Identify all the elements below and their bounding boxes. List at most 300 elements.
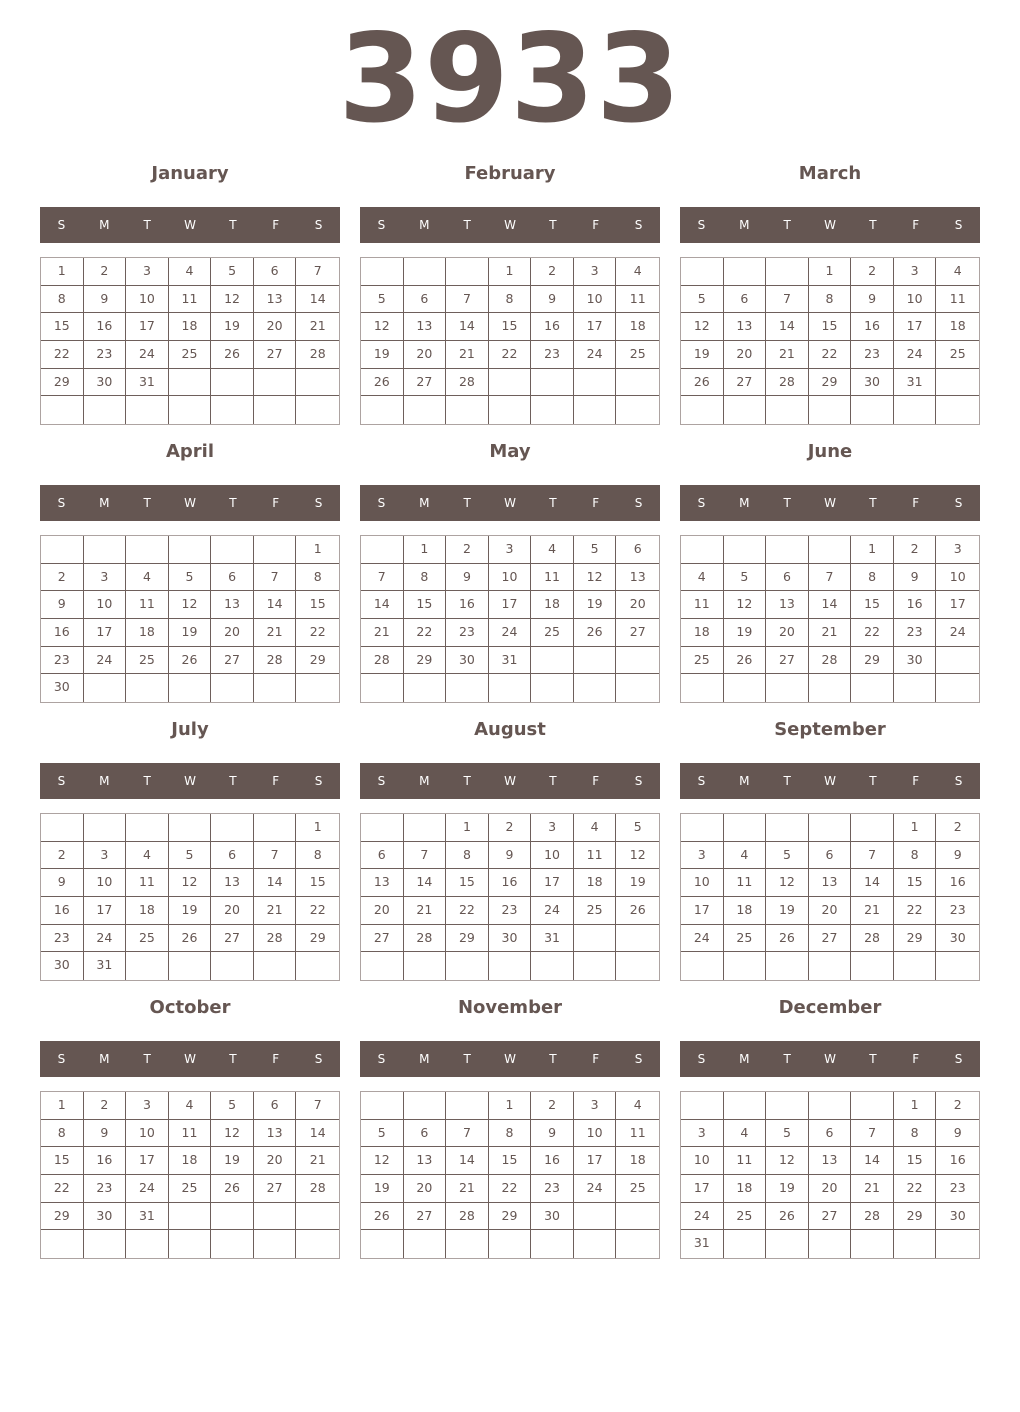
day-cell: 10 xyxy=(531,842,574,870)
day-cell: 15 xyxy=(809,313,852,341)
empty-cell xyxy=(531,674,574,702)
day-cell: 30 xyxy=(84,369,127,397)
day-cell: 10 xyxy=(84,869,127,897)
day-cell: 9 xyxy=(84,1120,127,1148)
day-cell: 4 xyxy=(724,1120,767,1148)
day-cell: 24 xyxy=(126,341,169,369)
empty-cell xyxy=(211,952,254,980)
day-cell: 22 xyxy=(894,897,937,925)
month-title: March xyxy=(798,163,862,184)
empty-cell xyxy=(851,674,894,702)
empty-cell xyxy=(404,814,447,842)
day-cell: 21 xyxy=(404,897,447,925)
day-cell: 16 xyxy=(84,1147,127,1175)
day-cell: 31 xyxy=(489,647,532,675)
day-cell: 4 xyxy=(531,536,574,564)
empty-cell xyxy=(936,674,979,702)
day-cell: 8 xyxy=(851,564,894,592)
empty-cell xyxy=(574,925,617,953)
empty-cell xyxy=(531,396,574,424)
empty-cell xyxy=(809,952,852,980)
empty-cell xyxy=(404,952,447,980)
day-cell: 19 xyxy=(361,1175,404,1203)
day-cell: 1 xyxy=(894,1092,937,1120)
weekday-label: F xyxy=(272,774,280,788)
weekday-label: T xyxy=(783,496,791,510)
weekday-label: T xyxy=(549,218,557,232)
day-cell: 12 xyxy=(361,313,404,341)
day-cell: 7 xyxy=(446,1120,489,1148)
day-cell: 24 xyxy=(574,341,617,369)
day-cell: 10 xyxy=(84,591,127,619)
day-cell: 21 xyxy=(254,897,297,925)
weekday-label: S xyxy=(697,496,706,510)
empty-cell xyxy=(681,396,724,424)
weekday-label: T xyxy=(463,774,471,788)
empty-cell xyxy=(936,1230,979,1258)
day-cell: 21 xyxy=(851,1175,894,1203)
day-cell: 17 xyxy=(681,897,724,925)
weekday-label: F xyxy=(592,1052,600,1066)
day-cell: 6 xyxy=(254,1092,297,1120)
weekday-label: S xyxy=(57,218,66,232)
day-cell: 9 xyxy=(84,286,127,314)
weekday-label: S xyxy=(377,218,386,232)
empty-cell xyxy=(574,647,617,675)
day-cell: 2 xyxy=(446,536,489,564)
day-cell: 4 xyxy=(169,1092,212,1120)
day-cell: 22 xyxy=(489,1175,532,1203)
empty-cell xyxy=(616,1230,659,1258)
weekday-label: T xyxy=(783,774,791,788)
weekday-header-bar xyxy=(40,485,340,521)
day-cell: 9 xyxy=(41,869,84,897)
day-cell: 11 xyxy=(126,591,169,619)
day-cell: 27 xyxy=(211,647,254,675)
empty-cell xyxy=(724,1092,767,1120)
day-cell: 7 xyxy=(404,842,447,870)
day-cell: 18 xyxy=(169,313,212,341)
day-cell: 4 xyxy=(169,258,212,286)
day-cell: 21 xyxy=(361,619,404,647)
day-cell: 13 xyxy=(809,869,852,897)
day-cell: 11 xyxy=(126,869,169,897)
day-cell: 13 xyxy=(254,1120,297,1148)
day-grid xyxy=(40,535,340,703)
empty-cell xyxy=(296,1230,339,1258)
day-cell: 28 xyxy=(809,647,852,675)
day-cell: 15 xyxy=(489,1147,532,1175)
empty-cell xyxy=(724,674,767,702)
empty-cell xyxy=(681,952,724,980)
weekday-label: S xyxy=(377,496,386,510)
day-cell: 21 xyxy=(809,619,852,647)
day-cell: 11 xyxy=(681,591,724,619)
month-title: October xyxy=(149,997,231,1018)
day-cell: 12 xyxy=(616,842,659,870)
month-title: August xyxy=(474,719,546,740)
day-cell: 7 xyxy=(446,286,489,314)
day-cell: 16 xyxy=(446,591,489,619)
empty-cell xyxy=(766,258,809,286)
day-cell: 3 xyxy=(936,536,979,564)
empty-cell xyxy=(211,814,254,842)
day-cell: 17 xyxy=(84,619,127,647)
day-cell: 17 xyxy=(894,313,937,341)
day-cell: 19 xyxy=(169,619,212,647)
day-cell: 5 xyxy=(681,286,724,314)
weekday-label: F xyxy=(912,496,920,510)
day-cell: 12 xyxy=(766,869,809,897)
day-cell: 24 xyxy=(681,925,724,953)
empty-cell xyxy=(169,952,212,980)
empty-cell xyxy=(254,536,297,564)
weekday-label: S xyxy=(634,1052,643,1066)
day-cell: 5 xyxy=(724,564,767,592)
day-cell: 24 xyxy=(84,925,127,953)
day-cell: 20 xyxy=(254,1147,297,1175)
weekday-label: T xyxy=(229,1052,237,1066)
day-cell: 21 xyxy=(296,1147,339,1175)
day-cell: 1 xyxy=(446,814,489,842)
day-cell: 26 xyxy=(169,925,212,953)
day-cell: 6 xyxy=(361,842,404,870)
day-cell: 23 xyxy=(41,925,84,953)
day-cell: 24 xyxy=(894,341,937,369)
day-cell: 30 xyxy=(84,1203,127,1231)
empty-cell xyxy=(681,1092,724,1120)
day-cell: 27 xyxy=(766,647,809,675)
empty-cell xyxy=(211,1203,254,1231)
empty-cell xyxy=(809,1092,852,1120)
empty-cell xyxy=(574,1230,617,1258)
day-cell: 6 xyxy=(404,1120,447,1148)
weekday-label: T xyxy=(783,1052,791,1066)
day-cell: 29 xyxy=(851,647,894,675)
weekday-label: T xyxy=(463,496,471,510)
day-cell: 28 xyxy=(296,1175,339,1203)
weekday-label: W xyxy=(824,774,836,788)
day-cell: 13 xyxy=(254,286,297,314)
day-cell: 25 xyxy=(574,897,617,925)
day-cell: 26 xyxy=(724,647,767,675)
empty-cell xyxy=(446,1092,489,1120)
day-cell: 21 xyxy=(296,313,339,341)
weekday-label: W xyxy=(824,218,836,232)
day-cell: 4 xyxy=(616,1092,659,1120)
day-cell: 2 xyxy=(894,536,937,564)
day-cell: 28 xyxy=(361,647,404,675)
empty-cell xyxy=(766,674,809,702)
day-cell: 2 xyxy=(531,258,574,286)
empty-cell xyxy=(489,952,532,980)
empty-cell xyxy=(616,396,659,424)
day-cell: 1 xyxy=(851,536,894,564)
day-grid xyxy=(40,1091,340,1259)
empty-cell xyxy=(851,814,894,842)
empty-cell xyxy=(681,674,724,702)
empty-cell xyxy=(809,814,852,842)
day-cell: 9 xyxy=(936,1120,979,1148)
day-cell: 31 xyxy=(126,369,169,397)
day-cell: 17 xyxy=(574,1147,617,1175)
day-cell: 22 xyxy=(41,341,84,369)
day-cell: 16 xyxy=(41,619,84,647)
month-title: January xyxy=(151,163,229,184)
day-cell: 18 xyxy=(724,897,767,925)
weekday-label: F xyxy=(912,774,920,788)
weekday-label: T xyxy=(463,218,471,232)
empty-cell xyxy=(851,952,894,980)
day-cell: 28 xyxy=(296,341,339,369)
day-cell: 4 xyxy=(574,814,617,842)
day-cell: 11 xyxy=(724,869,767,897)
day-cell: 8 xyxy=(404,564,447,592)
day-cell: 14 xyxy=(446,313,489,341)
empty-cell xyxy=(766,1092,809,1120)
day-cell: 30 xyxy=(936,925,979,953)
day-cell: 10 xyxy=(574,286,617,314)
day-cell: 11 xyxy=(616,286,659,314)
weekday-label: F xyxy=(272,1052,280,1066)
empty-cell xyxy=(681,814,724,842)
day-cell: 13 xyxy=(616,564,659,592)
day-cell: 12 xyxy=(724,591,767,619)
day-cell: 5 xyxy=(766,1120,809,1148)
day-cell: 13 xyxy=(211,869,254,897)
weekday-label: W xyxy=(504,1052,516,1066)
empty-cell xyxy=(766,814,809,842)
empty-cell xyxy=(574,674,617,702)
day-cell: 11 xyxy=(169,286,212,314)
empty-cell xyxy=(574,396,617,424)
empty-cell xyxy=(84,396,127,424)
day-cell: 27 xyxy=(809,925,852,953)
month-title: June xyxy=(807,441,853,462)
day-cell: 1 xyxy=(809,258,852,286)
weekday-header-bar xyxy=(360,1041,660,1077)
day-cell: 23 xyxy=(489,897,532,925)
day-cell: 22 xyxy=(489,341,532,369)
empty-cell xyxy=(296,674,339,702)
day-cell: 23 xyxy=(84,1175,127,1203)
empty-cell xyxy=(169,396,212,424)
empty-cell xyxy=(446,1230,489,1258)
empty-cell xyxy=(489,369,532,397)
weekday-label: F xyxy=(592,496,600,510)
empty-cell xyxy=(84,1230,127,1258)
day-cell: 19 xyxy=(211,1147,254,1175)
day-cell: 21 xyxy=(446,1175,489,1203)
day-cell: 27 xyxy=(404,1203,447,1231)
weekday-header-bar xyxy=(40,763,340,799)
day-cell: 7 xyxy=(809,564,852,592)
empty-cell xyxy=(254,814,297,842)
day-cell: 30 xyxy=(446,647,489,675)
day-cell: 22 xyxy=(296,619,339,647)
day-cell: 25 xyxy=(616,341,659,369)
day-cell: 11 xyxy=(724,1147,767,1175)
day-cell: 22 xyxy=(404,619,447,647)
weekday-label: S xyxy=(634,774,643,788)
empty-cell xyxy=(254,952,297,980)
month-title: July xyxy=(171,719,209,740)
day-cell: 10 xyxy=(574,1120,617,1148)
day-cell: 7 xyxy=(851,842,894,870)
day-cell: 28 xyxy=(851,925,894,953)
day-cell: 31 xyxy=(84,952,127,980)
day-cell: 6 xyxy=(211,564,254,592)
day-cell: 17 xyxy=(531,869,574,897)
day-cell: 7 xyxy=(296,258,339,286)
day-cell: 25 xyxy=(724,1203,767,1231)
day-cell: 18 xyxy=(681,619,724,647)
empty-cell xyxy=(169,1203,212,1231)
day-cell: 25 xyxy=(169,341,212,369)
day-cell: 2 xyxy=(531,1092,574,1120)
day-cell: 3 xyxy=(574,258,617,286)
day-cell: 11 xyxy=(936,286,979,314)
empty-cell xyxy=(766,952,809,980)
weekday-label: T xyxy=(869,1052,877,1066)
day-cell: 22 xyxy=(809,341,852,369)
day-cell: 2 xyxy=(489,814,532,842)
day-cell: 18 xyxy=(936,313,979,341)
day-cell: 30 xyxy=(489,925,532,953)
day-cell: 3 xyxy=(574,1092,617,1120)
empty-cell xyxy=(404,396,447,424)
month-title: November xyxy=(457,997,563,1018)
day-cell: 19 xyxy=(766,897,809,925)
empty-cell xyxy=(766,536,809,564)
empty-cell xyxy=(169,674,212,702)
day-cell: 12 xyxy=(766,1147,809,1175)
day-cell: 20 xyxy=(211,619,254,647)
day-cell: 14 xyxy=(296,286,339,314)
day-cell: 10 xyxy=(681,869,724,897)
weekday-label: T xyxy=(783,218,791,232)
day-cell: 2 xyxy=(41,564,84,592)
empty-cell xyxy=(851,1092,894,1120)
day-cell: 20 xyxy=(254,313,297,341)
day-cell: 26 xyxy=(361,1203,404,1231)
year-title: 3933 xyxy=(338,8,682,150)
day-cell: 15 xyxy=(894,1147,937,1175)
empty-cell xyxy=(766,396,809,424)
day-cell: 5 xyxy=(616,814,659,842)
weekday-header-bar xyxy=(40,207,340,243)
day-cell: 16 xyxy=(936,1147,979,1175)
day-cell: 6 xyxy=(809,1120,852,1148)
weekday-header-bar xyxy=(360,485,660,521)
empty-cell xyxy=(724,814,767,842)
day-cell: 30 xyxy=(936,1203,979,1231)
day-cell: 28 xyxy=(851,1203,894,1231)
weekday-header-bar xyxy=(360,763,660,799)
weekday-label: M xyxy=(99,1052,110,1066)
weekday-label: T xyxy=(229,496,237,510)
day-cell: 3 xyxy=(84,564,127,592)
day-cell: 23 xyxy=(531,1175,574,1203)
weekday-label: M xyxy=(99,218,110,232)
day-cell: 9 xyxy=(936,842,979,870)
empty-cell xyxy=(531,1230,574,1258)
weekday-label: M xyxy=(419,218,430,232)
weekday-label: M xyxy=(99,496,110,510)
weekday-label: S xyxy=(377,774,386,788)
day-cell: 10 xyxy=(126,1120,169,1148)
empty-cell xyxy=(809,674,852,702)
day-cell: 13 xyxy=(809,1147,852,1175)
day-cell: 20 xyxy=(809,1175,852,1203)
day-grid xyxy=(40,813,340,981)
day-cell: 14 xyxy=(851,869,894,897)
empty-cell xyxy=(446,952,489,980)
weekday-label: T xyxy=(143,496,151,510)
day-cell: 17 xyxy=(574,313,617,341)
day-cell: 13 xyxy=(211,591,254,619)
empty-cell xyxy=(404,674,447,702)
day-cell: 31 xyxy=(681,1230,724,1258)
empty-cell xyxy=(724,396,767,424)
day-cell: 27 xyxy=(254,1175,297,1203)
empty-cell xyxy=(211,674,254,702)
day-cell: 31 xyxy=(531,925,574,953)
day-cell: 26 xyxy=(616,897,659,925)
empty-cell xyxy=(41,536,84,564)
empty-cell xyxy=(296,369,339,397)
day-cell: 20 xyxy=(616,591,659,619)
day-cell: 22 xyxy=(296,897,339,925)
weekday-label: W xyxy=(504,496,516,510)
weekday-label: M xyxy=(739,1052,750,1066)
day-cell: 17 xyxy=(489,591,532,619)
day-cell: 29 xyxy=(404,647,447,675)
day-cell: 29 xyxy=(894,925,937,953)
day-cell: 6 xyxy=(809,842,852,870)
day-cell: 8 xyxy=(894,1120,937,1148)
empty-cell xyxy=(936,647,979,675)
empty-cell xyxy=(126,952,169,980)
empty-cell xyxy=(41,396,84,424)
day-cell: 7 xyxy=(766,286,809,314)
empty-cell xyxy=(616,952,659,980)
day-cell: 3 xyxy=(894,258,937,286)
empty-cell xyxy=(169,814,212,842)
day-cell: 16 xyxy=(41,897,84,925)
day-cell: 3 xyxy=(126,1092,169,1120)
empty-cell xyxy=(724,952,767,980)
weekday-label: F xyxy=(272,496,280,510)
day-cell: 12 xyxy=(169,869,212,897)
day-cell: 18 xyxy=(574,869,617,897)
day-cell: 25 xyxy=(681,647,724,675)
day-cell: 8 xyxy=(489,1120,532,1148)
day-cell: 15 xyxy=(296,591,339,619)
day-cell: 1 xyxy=(894,814,937,842)
day-cell: 25 xyxy=(531,619,574,647)
day-cell: 25 xyxy=(936,341,979,369)
day-cell: 16 xyxy=(489,869,532,897)
weekday-label: S xyxy=(314,1052,323,1066)
weekday-label: W xyxy=(504,774,516,788)
day-cell: 6 xyxy=(404,286,447,314)
day-cell: 20 xyxy=(404,1175,447,1203)
day-cell: 12 xyxy=(211,1120,254,1148)
month-title: December xyxy=(778,997,882,1018)
weekday-label: T xyxy=(229,774,237,788)
empty-cell xyxy=(254,369,297,397)
